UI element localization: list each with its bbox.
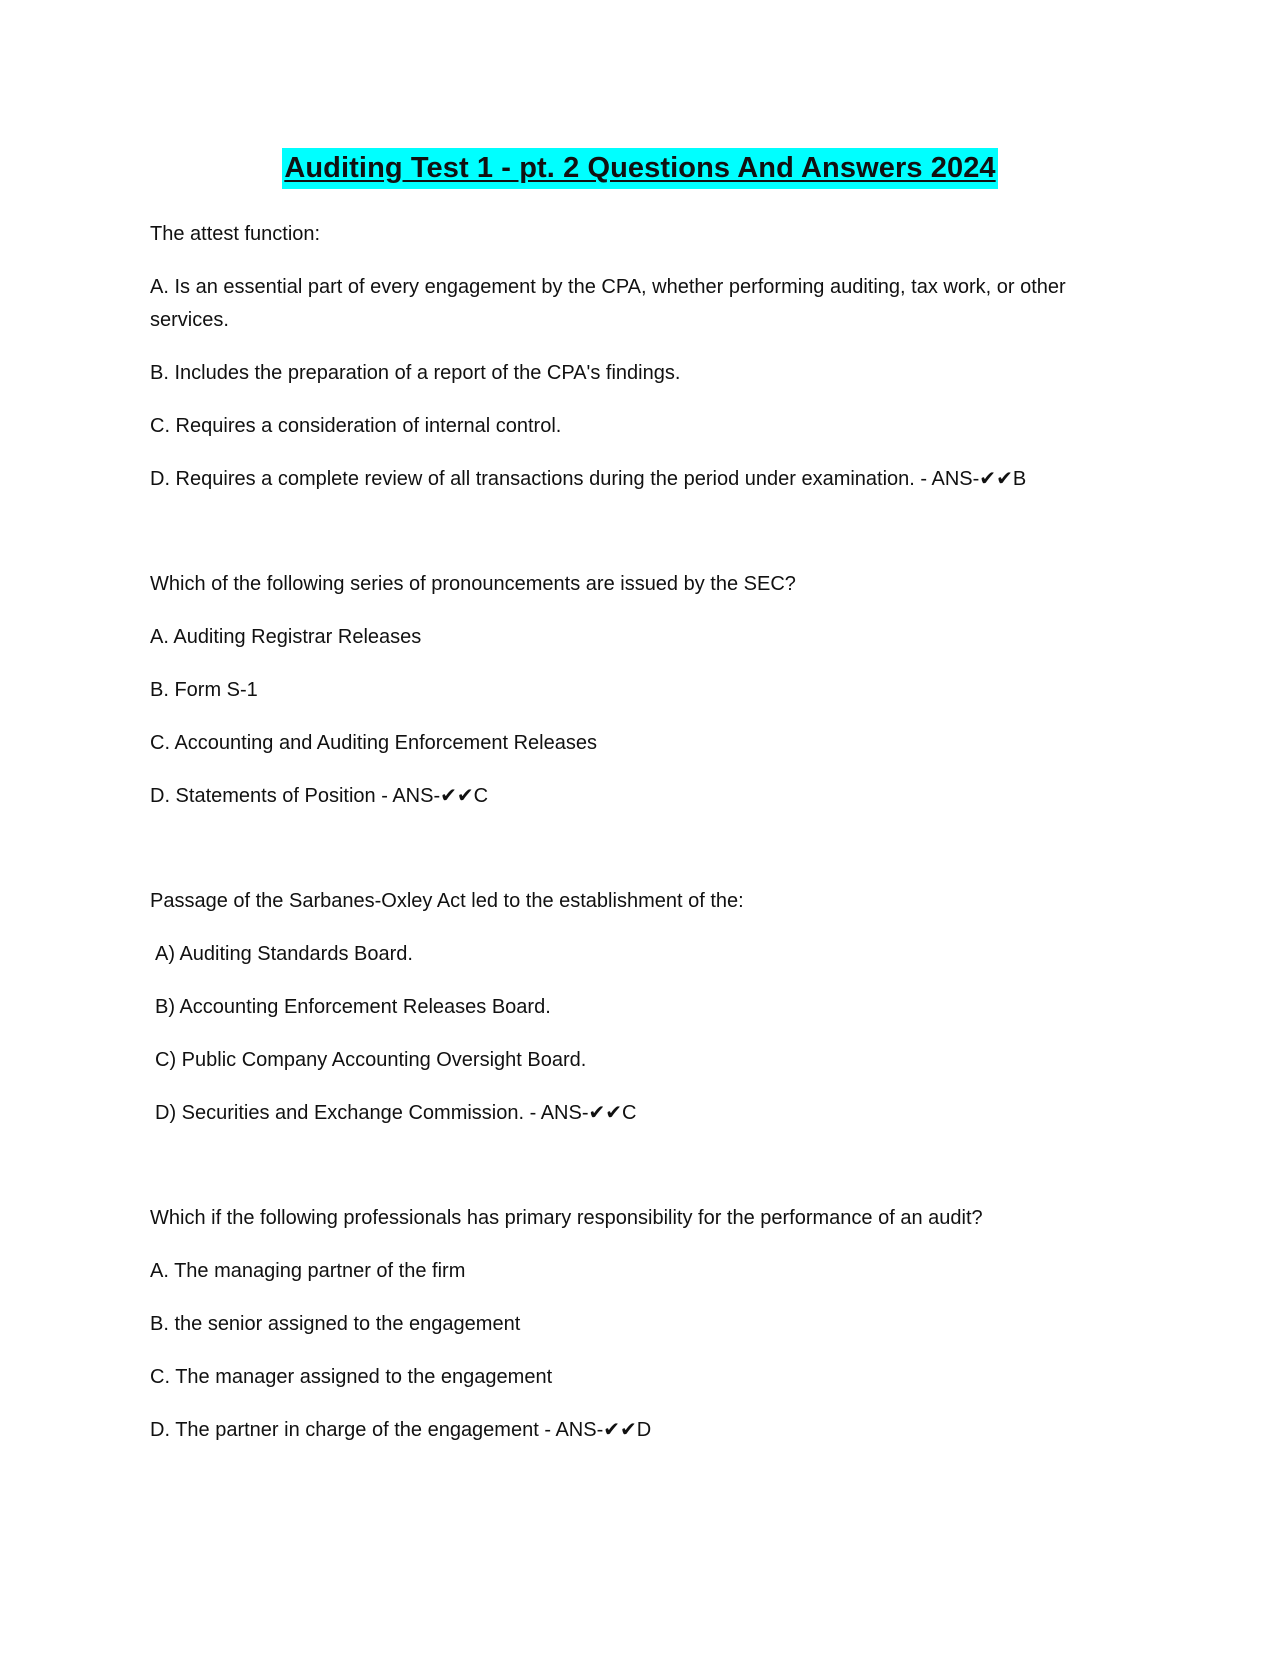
answer-option-b: B. the senior assigned to the engagement xyxy=(150,1313,521,1335)
question-block-1 xyxy=(150,218,1135,496)
answer-option-c: C. Accounting and Auditing Enforcement Releases xyxy=(150,732,597,754)
document-title: Auditing Test 1 - pt. 2 Questions And Answers 2024 xyxy=(282,148,997,189)
answer-option-b: B. Includes the preparation of a report of the CPA's findings. xyxy=(150,362,681,384)
answer-option-c: C. The manager assigned to the engagement xyxy=(150,1366,553,1388)
answer-option-d-with-answer: D. Requires a complete review of all transactions during the period under examination. - ANS-✔✔B xyxy=(150,468,1027,490)
document-content xyxy=(150,218,1135,1447)
answer-option-a: A. Is an essential part of every engagement by the CPA, whether performing auditing, tax work, or other services. xyxy=(150,276,1066,331)
answer-option-d-with-answer: D) Securities and Exchange Commission. - ANS-✔✔C xyxy=(155,1102,637,1124)
answer-option-c: C) Public Company Accounting Oversight Board. xyxy=(155,1049,587,1071)
question-prompt: Which if the following professionals has primary responsibility for the performance of an audit? xyxy=(150,1207,983,1229)
question-block-3 xyxy=(150,885,1135,1130)
answer-option-a: A) Auditing Standards Board. xyxy=(155,943,413,965)
answer-option-a: A. The managing partner of the firm xyxy=(150,1260,466,1282)
question-prompt: Passage of the Sarbanes-Oxley Act led to the establishment of the: xyxy=(150,890,744,912)
answer-option-d-with-answer: D. Statements of Position - ANS-✔✔C xyxy=(150,785,489,807)
question-prompt: Which of the following series of pronouncements are issued by the SEC? xyxy=(150,573,796,595)
answer-option-d-with-answer: D. The partner in charge of the engagement - ANS-✔✔D xyxy=(150,1419,652,1441)
answer-option-b: B. Form S-1 xyxy=(150,679,258,701)
answer-option-c: C. Requires a consideration of internal control. xyxy=(150,415,562,437)
answer-option-b: B) Accounting Enforcement Releases Board. xyxy=(155,996,551,1018)
answer-option-a: A. Auditing Registrar Releases xyxy=(150,626,422,648)
question-prompt: The attest function: xyxy=(150,223,321,245)
question-block-2 xyxy=(150,568,1135,813)
title-wrapper xyxy=(0,148,1280,189)
question-block-4 xyxy=(150,1202,1135,1447)
